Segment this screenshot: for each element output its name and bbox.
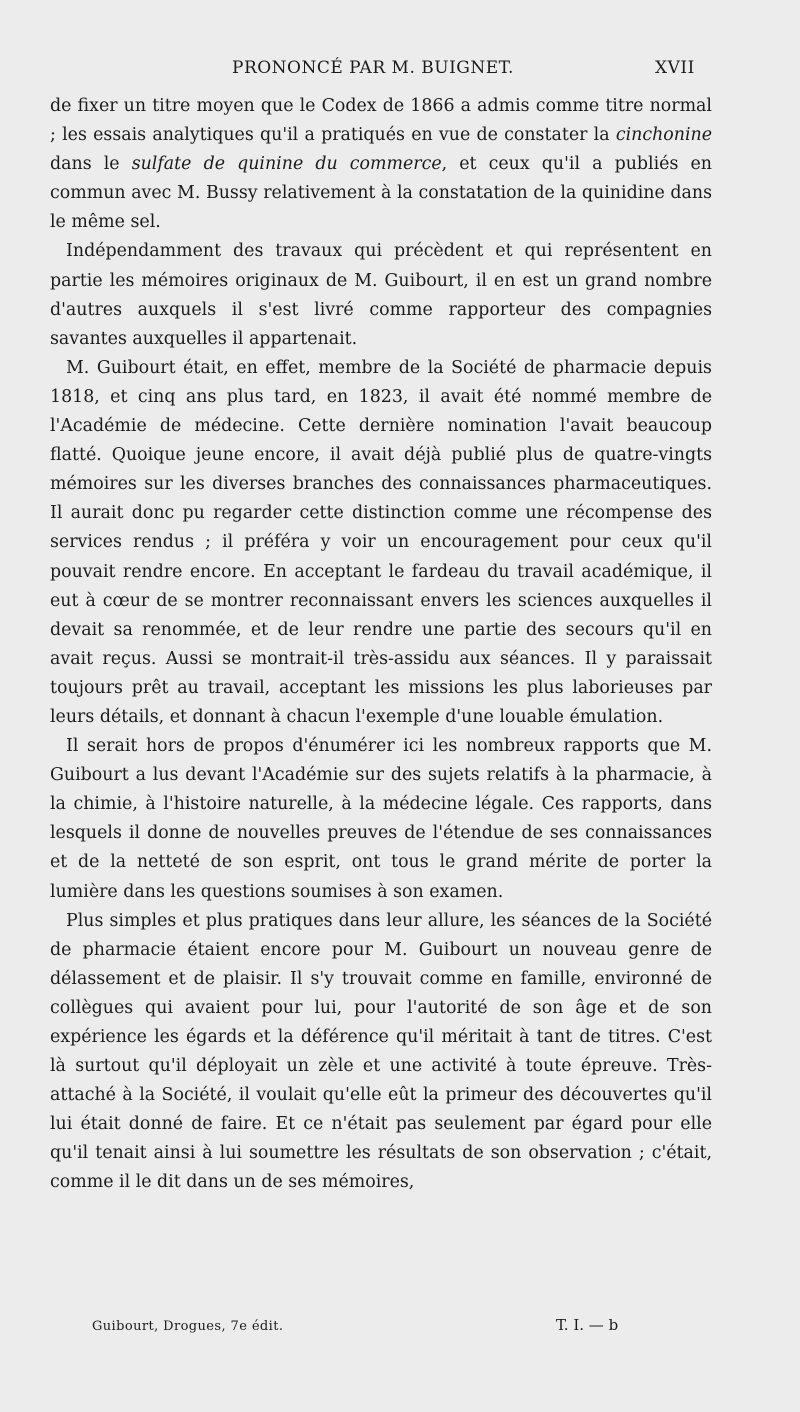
text-run: dans le (50, 154, 132, 175)
printer-signature: Guibourt, Drogues, 7e édit. (92, 1319, 284, 1334)
italic-term: sulfate de quinine du commerce (131, 154, 442, 175)
italic-term: cinchonine (615, 125, 712, 146)
text-run: Il serait hors de propos d'énumérer ici les nombreux rapports que M. Guibourt a lus devant l'Académie sur des sujets relatifs à la pharmacie, à la chimie, à l'histoire naturelle, à la médecine légale. Ces rapports, dans lesquels il donne de nouvelles preuves de l'étendue de ses connaissances et de la netteté de son esprit, ont tous le grand mérite de porter la lumière dans les questions soumises à son examen. (50, 736, 712, 902)
paragraph (50, 732, 712, 907)
text-run: Indépendamment des travaux qui précèdent et qui représentent en partie les mémoires originaux de M. Guibourt, il en est un grand nombre d'autres auxquels il s'est livré comme rapporteur des compagnies savantes auxquelles il appartenait. (50, 241, 712, 349)
text-run: M. Guibourt était, en effet, membre de la Société de pharmacie depuis 1818, et cinq ans plus tard, en 1823, il avait été nommé membre de l'Académie de médecine. Cette dernière nomination l'avait beaucoup flatté. Quoique jeune encore, il avait déjà publié plus de quatre-vingts mémoires sur les diverses branches des connaissances pharmaceutiques. Il aurait donc pu regarder cette distinction comme une récompense des services rendus ; il préféra y voir un encouragement pour ceux qu'il pouvait rendre encore. En acceptant le fardeau du travail académique, il eut à cœur de se montrer reconnaissant envers les sciences auxquelles il devait sa renommée, et de leur rendre une partie des secours qu'il en avait reçus. Aussi se montrait-il très-assidu aux séances. Il y paraissait toujours prêt au travail, acceptant les missions les plus laborieuses par leurs détails, et donnant à chacun l'exemple d'une louable émulation. (50, 357, 712, 727)
running-title: PRONONCÉ PAR M. BUIGNET. (232, 58, 514, 78)
paragraph (50, 237, 712, 353)
sheet-mark: T. I. — b (556, 1316, 619, 1334)
body-text (50, 92, 712, 1198)
page-header (0, 58, 800, 88)
text-run: de fixer un titre moyen que le Codex de 1866 a admis comme titre normal ; les essais analytiques qu'il a pratiqués en vue de constater la (50, 96, 712, 146)
paragraph (50, 907, 712, 1198)
page-number: XVII (655, 58, 695, 78)
text-run: , et ceux qu'il a publiés en commun avec M. Bussy relativement à la constatation de la quinidine dans le même sel. (50, 154, 712, 233)
text-run: Plus simples et plus pratiques dans leur allure, les séances de la Société de pharmacie étaient encore pour M. Guibourt un nouveau genre de délassement et de plaisir. Il s'y trouvait comme en famille, environné de collègues qui avaient pour lui, pour l'autorité de son âge et de son expérience les égards et la déférence qu'il méritait à tant de titres. C'est là surtout qu'il déployait un zèle et une activité à toute épreuve. Très-attaché à la Société, il voulait qu'elle eût la primeur des découvertes qu'il lui était donné de faire. Et ce n'était pas seulement par égard pour elle qu'il tenait ainsi à lui soumettre les résultats de son observation ; c'était, comme il le dit dans un de ses mémoires, (50, 910, 712, 1193)
page-footer (0, 1316, 800, 1343)
paragraph (50, 354, 712, 732)
paragraph (50, 92, 712, 237)
